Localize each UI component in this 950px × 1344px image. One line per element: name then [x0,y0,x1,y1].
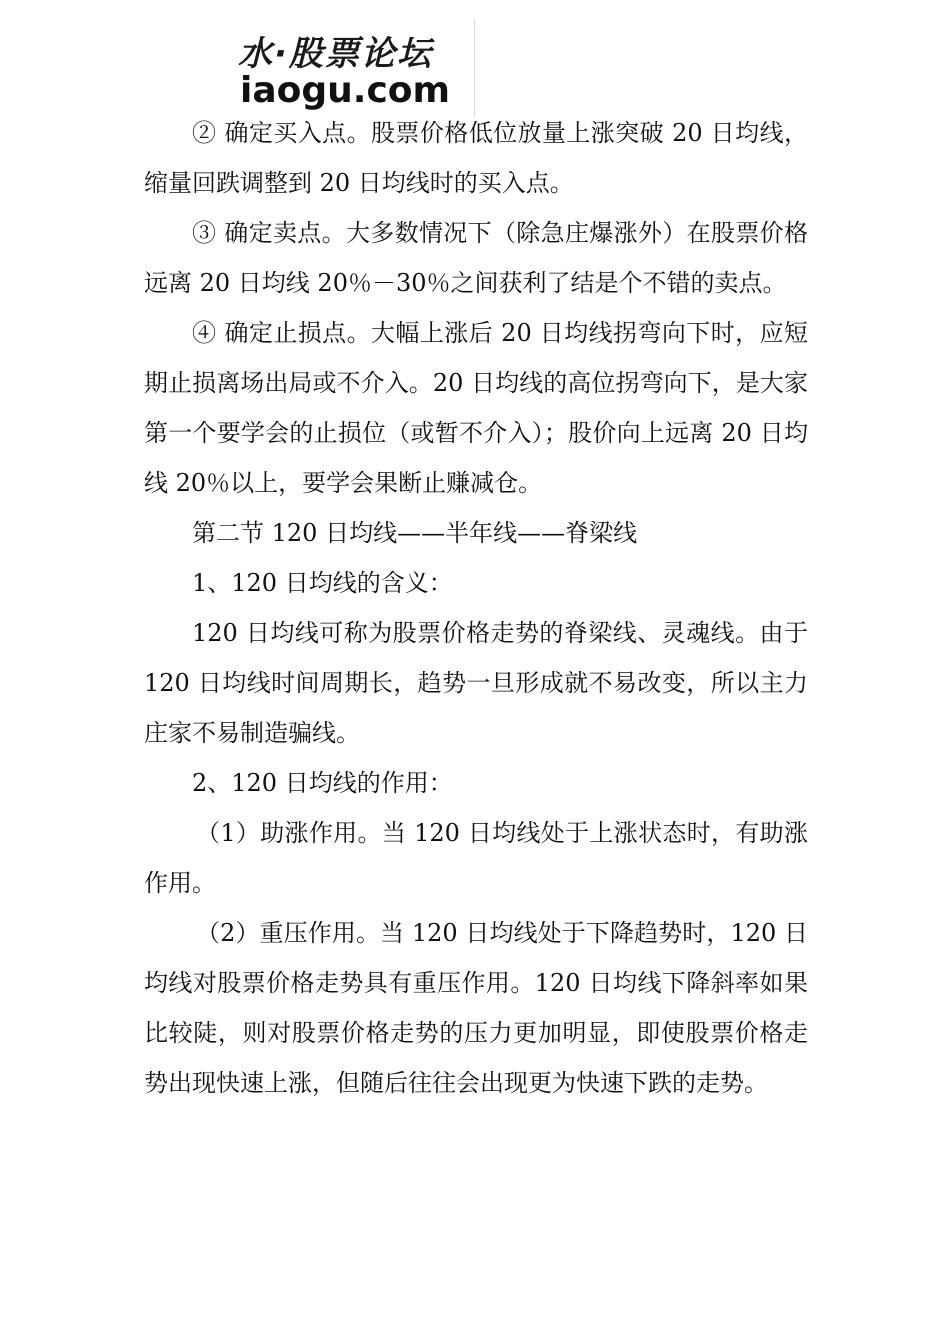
subheading-function: 2、120 日均线的作用： [192,769,453,797]
paragraph-support: （1）助涨作用。当 120 日均线处于上涨状态时，有助涨作用。 [144,819,808,897]
paragraph-stop-loss: ④ 确定止损点。大幅上涨后 20 日均线拐弯向下时，应短期止损离场出局或不介入。20 日均线的高位拐弯向下，是大家第一个要学会的止损位（或暂不介入）；股价向上远离 20 日均线 20％以上，要学会果断止赚减仓。 [144,319,808,497]
paragraph-buy-point: ② 确定买入点。股票价格低位放量上涨突破 20 日均线，缩量回跌调整到 20 日均线时的买入点。 [144,119,808,197]
watermark-logo [232,20,475,116]
subheading-meaning: 1、120 日均线的含义： [192,569,453,597]
paragraph-sell-point: ③ 确定卖点。大多数情况下（除急庄爆涨外）在股票价格远离 20 日均线 20％－30％之间获利了结是个不错的卖点。 [144,219,808,297]
document-body [144,108,808,1108]
section-heading: 第二节 120 日均线——半年线——脊梁线 [192,519,638,547]
paragraph-pressure: （2）重压作用。当 120 日均线处于下降趋势时，120 日均线对股票价格走势具有重压作用。120 日均线下降斜率如果比较陡，则对股票价格走势的压力更加明显，即使股票价格走势出现快速上涨，但随后往往会出现更为快速下跌的走势。 [144,919,808,1097]
watermark-title: 水·股票论坛 [238,34,433,74]
watermark-domain: iaogu.com [240,70,451,111]
paragraph-meaning: 120 日均线可称为股票价格走势的脊梁线、灵魂线。由于 120 日均线时间周期长，趋势一旦形成就不易改变，所以主力庄家不易制造骗线。 [144,619,808,747]
